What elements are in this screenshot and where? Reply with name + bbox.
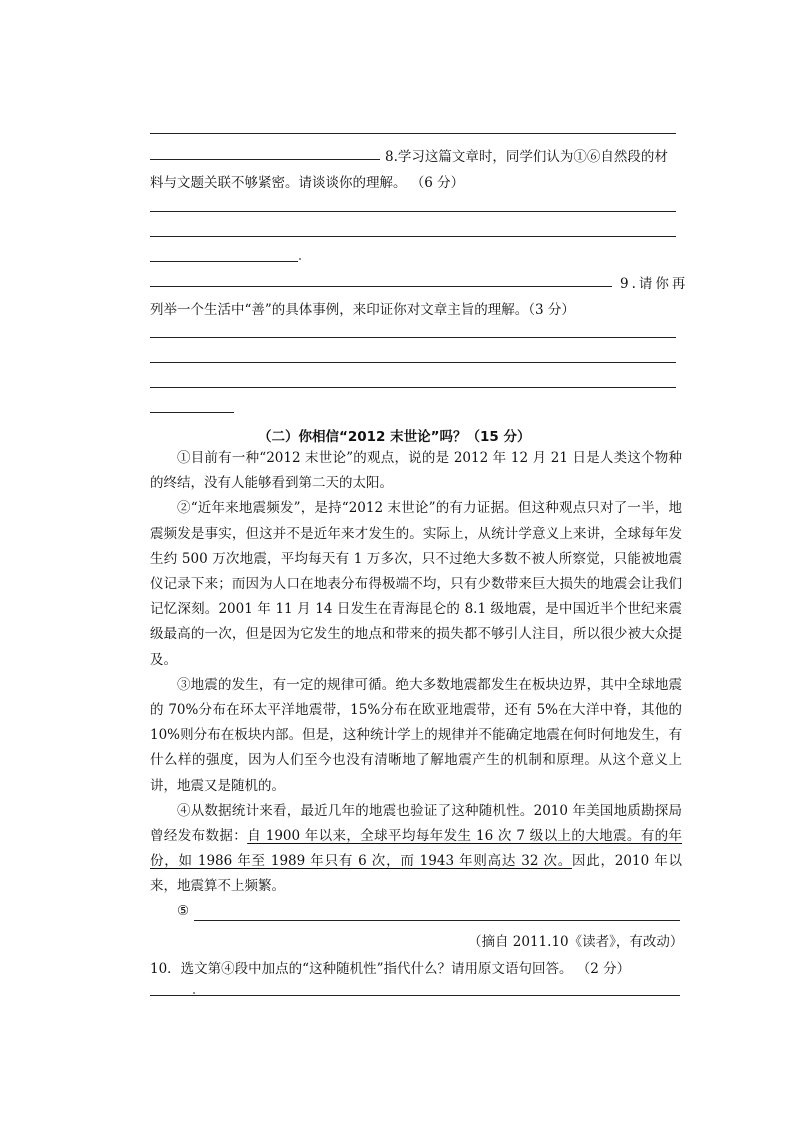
question-8-line2: 料与文题关联不够紧密。请谈谈你的理解。 （6 分） <box>150 175 465 191</box>
answer-line <box>150 261 298 262</box>
stray-mark <box>193 992 195 994</box>
answer-line <box>150 995 680 996</box>
answer-line <box>150 236 676 237</box>
source-citation: （摘自 2011.10《读者》，有改动） <box>468 934 684 950</box>
paragraph-5-label: ⑤ <box>177 903 190 919</box>
answer-line <box>150 211 676 212</box>
question-8-line1: 8.学习这篇文章时，同学们认为①⑥自然段的材 <box>385 149 668 165</box>
paragraph-4-conclusion: 因此，2010 年以来，地震算不上频繁。 <box>150 853 682 895</box>
reading-passage <box>150 446 682 900</box>
paragraph-3: ③地震的发生，有一定的规律可循。绝大多数地震都发生在板块边界，其中全球地震的 70%分布在环太平洋地震带，15%分布在欧亚地震带，还有 5%在大洋中脊，其他的 10%则分布在板块内部。但是，这种统计学上的规律并不能确定地震在何时何地发生，有什么样的强度，因为人们至今也没有清晰地了解地震产生的机制和原理。从这个意义上讲，地震又是随机的。 <box>150 676 682 794</box>
paragraph-4-underlined: 自 1900 年以来，全球平均每年发生 16 次 7 级以上的大地震。有的年份，如 1986 年至 1989 年只有 6 次，而 1943 年则高达 32 次。 <box>150 828 683 870</box>
question-9-line2: 列举一个生活中“善”的具体事例，来印证你对文章主旨的理解。（3 分） <box>150 302 575 318</box>
answer-line <box>150 133 676 134</box>
answer-line <box>150 286 612 287</box>
stray-mark <box>299 258 301 260</box>
answer-line <box>150 387 676 388</box>
answer-line <box>194 920 680 921</box>
paragraph-2: ②“近年来地震频发”，是持“2012 末世论”的有力证据。但这种观点只对了一半，地震频发是事实，但这并不是近年来才发生的。实际上，从统计学意义上来讲，全球每年发生约 500 万次地震，平均每天有 1 万多次，只不过绝大多数不被人所察觉，只能被地震仪记录下来；而因为人口在地表分布得极端不均，只有少数带来巨大损失的地震会让我们记忆深刻。2001 年 11 月 14 日发生在青海昆仑的 8.1 级地震，是中国近半个世纪来震级最高的一次，但是因为它发生的地点和带来的损失都不够引人注目，所以很少被大众提及。 <box>150 500 682 668</box>
answer-line <box>150 362 676 363</box>
section-title: （二）你相信“2012 末世论”吗？（15 分） <box>258 429 531 445</box>
answer-line <box>150 159 380 160</box>
answer-line <box>150 412 234 413</box>
question-9-line1: 9.请你再 <box>620 276 689 292</box>
paragraph-4 <box>150 799 682 900</box>
question-10: 10．选文第④段中加点的“这种随机性”指代什么？请用原文语句回答。 （2 分） <box>150 961 631 977</box>
paragraph-4-intro: ④从数据统计来看，最近几年的地震也验证了这种随机性。2010 年美国地质勘探局曾经发布数据： <box>150 802 682 845</box>
answer-line <box>150 337 676 338</box>
paragraph-1: ①目前有一种“2012 末世论”的观点，说的是 2012 年 12 月 21 日是人类这个物种的终结，没有人能够看到第二天的太阳。 <box>150 450 682 492</box>
